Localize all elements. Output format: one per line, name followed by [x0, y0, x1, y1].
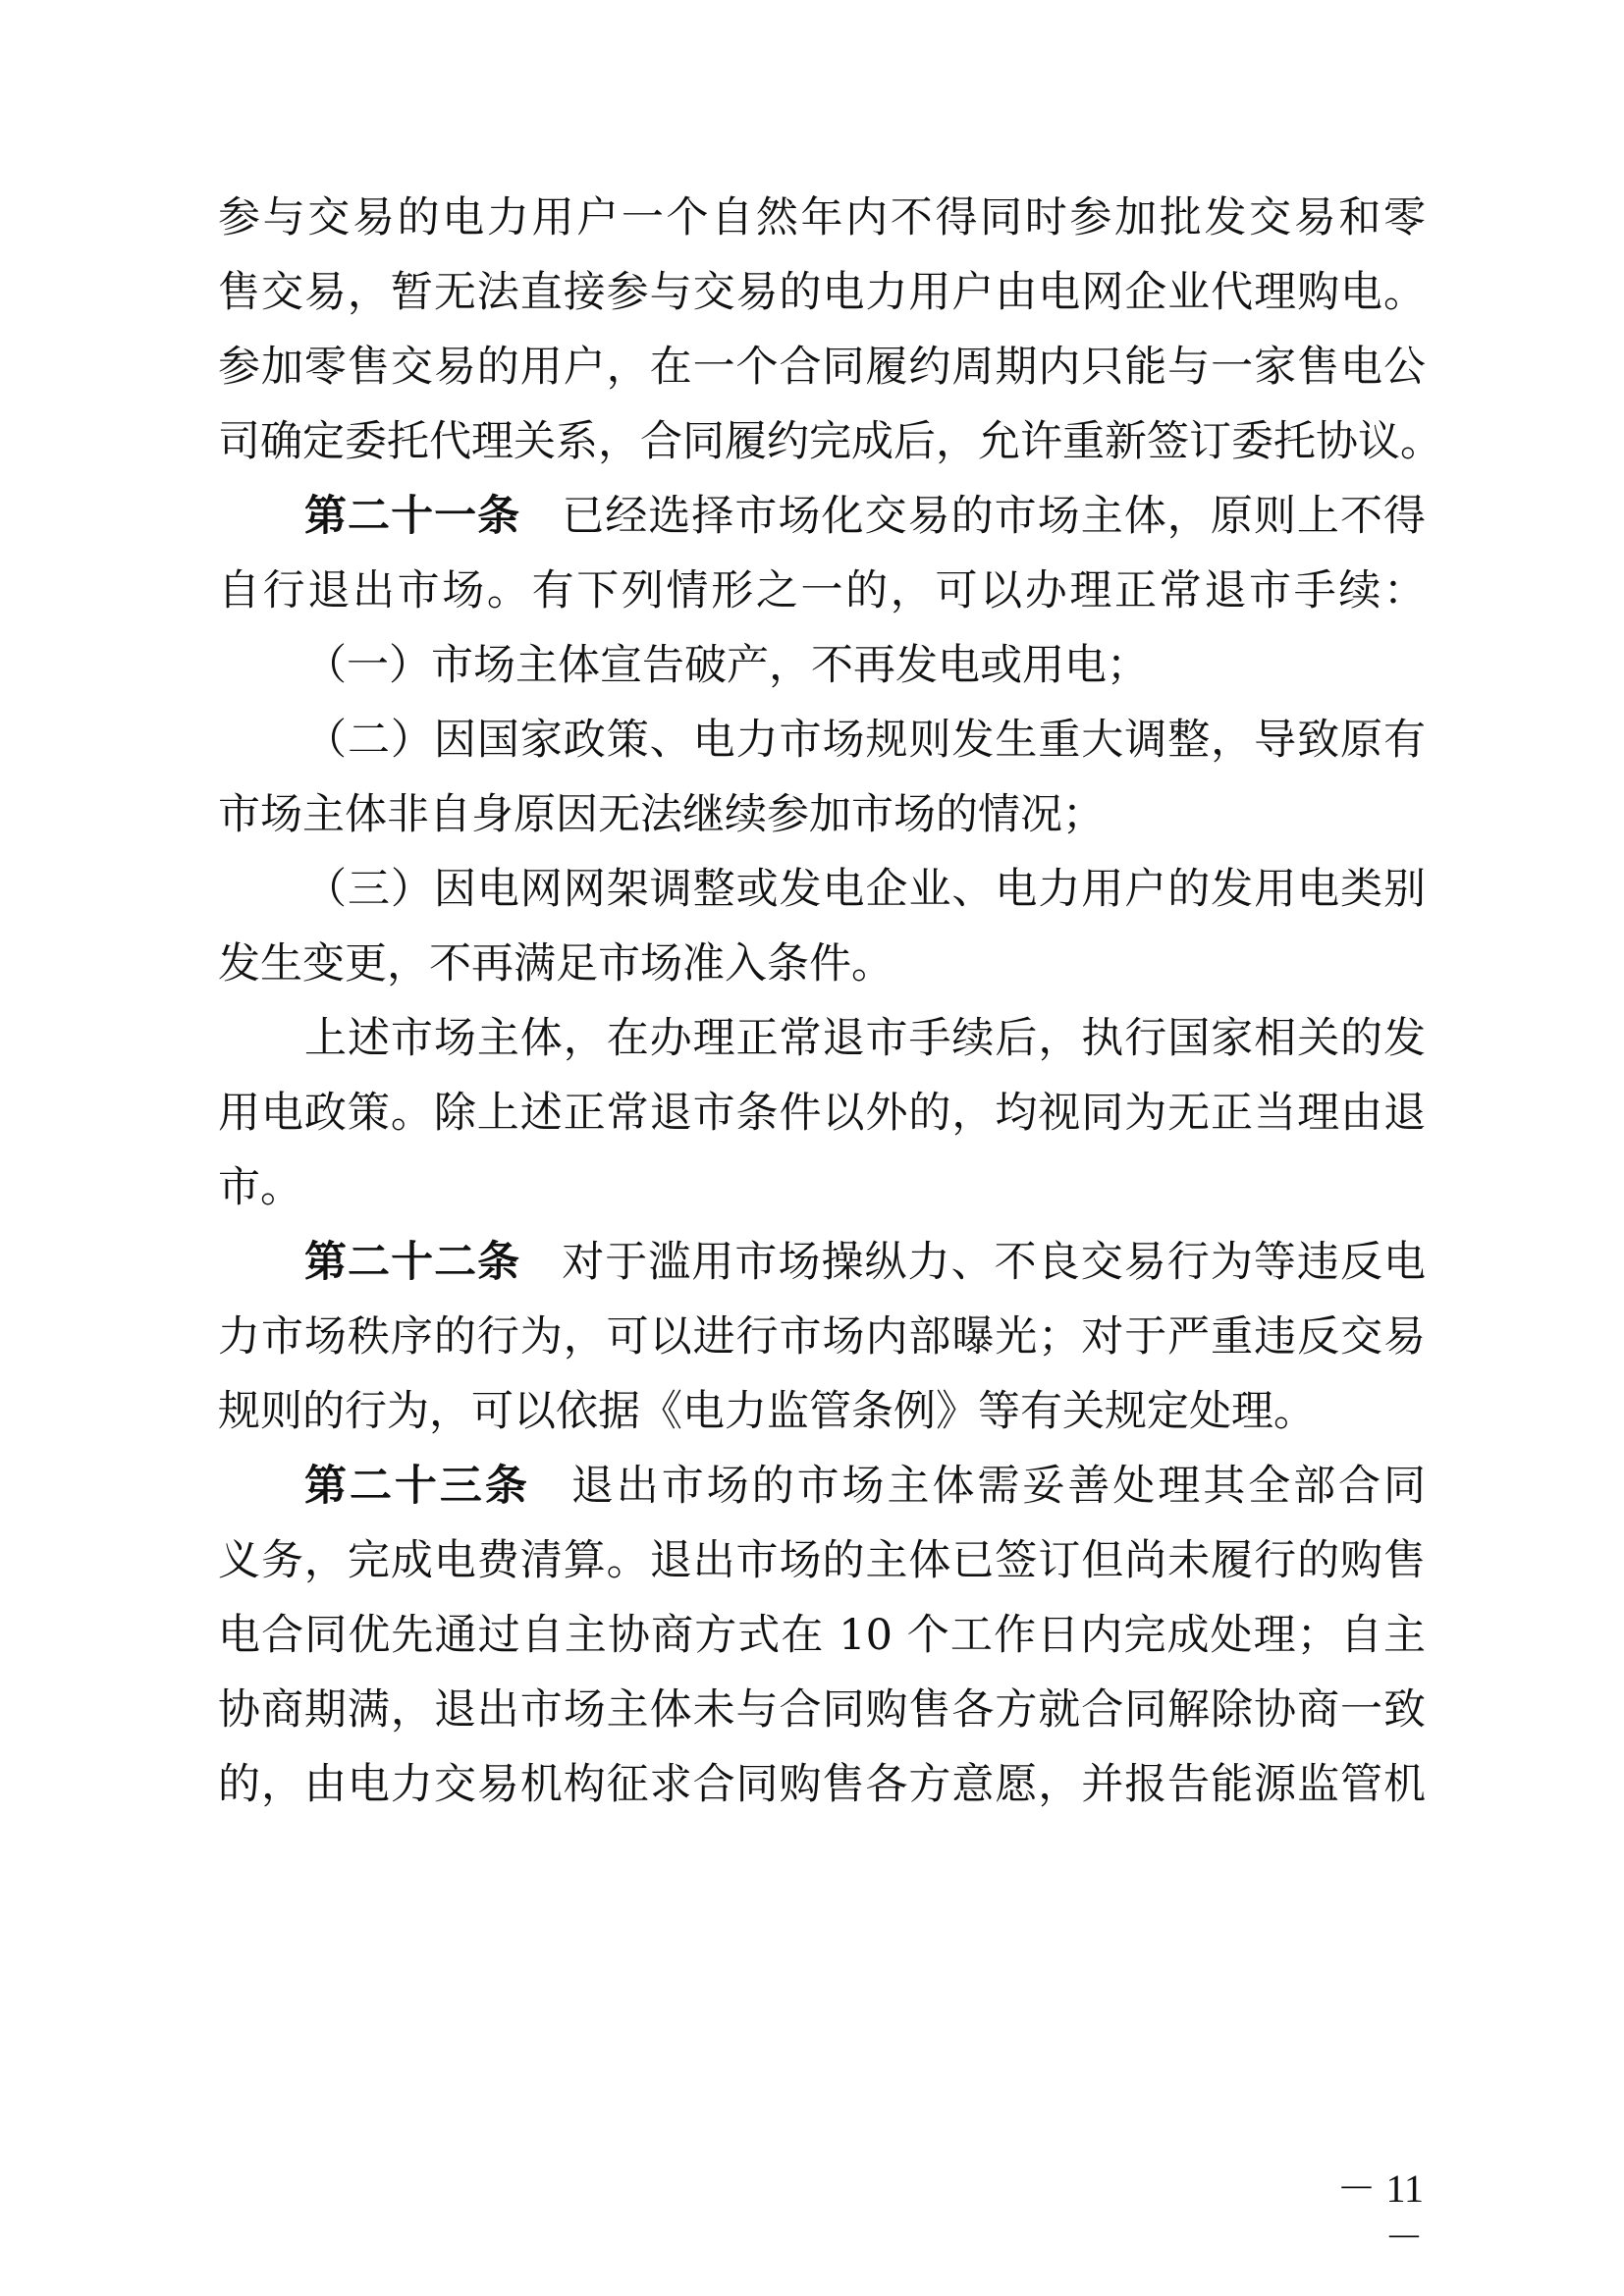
text-line: 义务，完成电费清算。退出市场的主体已签订但尚未履行的购售 — [218, 1536, 1426, 1585]
text-line: 的，由电力交易机构征求合同购售各方意愿，并报告能源监管机 — [218, 1760, 1426, 1809]
article-22-title: 第二十二条 — [304, 1238, 521, 1287]
list-item-2: （二）因国家政策、电力市场规则发生重大调整，导致原有 — [304, 716, 1426, 765]
text-line: 协商期满，退出市场主体未与合同购售各方就合同解除协商一致 — [218, 1685, 1426, 1735]
article-21-first-line — [304, 487, 1426, 546]
text-line: 发生变更，不再满足市场准入条件。 — [218, 939, 893, 988]
article-21-title: 第二十一条 — [304, 492, 521, 541]
article-23-title: 第二十三条 — [304, 1462, 530, 1511]
article-22-text: 对于滥用市场操纵力、不良交易行为等违反电 — [562, 1238, 1427, 1287]
text-line: 司确定委托代理关系，合同履约完成后，允许重新签订委托协议。 — [218, 417, 1442, 466]
text-line: 参加零售交易的用户，在一个合同履约周期内只能与一家售电公 — [218, 343, 1426, 392]
text-line: 电合同优先通过自主协商方式在 10 个工作日内完成处理；自主 — [218, 1611, 1426, 1660]
text-line: 市。 — [218, 1163, 302, 1212]
page-number: － 11 － — [1336, 2166, 1424, 2260]
list-item-1: （一）市场主体宣告破产，不再发电或用电； — [304, 641, 1149, 690]
article-23-first-line — [304, 1457, 1426, 1516]
article-22-first-line — [304, 1233, 1426, 1292]
list-item-3: （三）因电网网架调整或发电企业、电力用户的发用电类别 — [304, 865, 1426, 914]
paragraph-line: 上述市场主体，在办理正常退市手续后，执行国家相关的发 — [304, 1014, 1426, 1063]
article-23-text: 退出市场的市场主体需妥善处理其全部合同 — [570, 1462, 1427, 1511]
text-line: 规则的行为，可以依据《电力监管条例》等有关规定处理。 — [218, 1387, 1316, 1436]
text-line: 用电政策。除上述正常退市条件以外的，均视同为无正当理由退 — [218, 1089, 1426, 1138]
text-line: 参与交易的电力用户一个自然年内不得同时参加批发交易和零 — [218, 193, 1426, 242]
text-line: 自行退出市场。有下列情形之一的，可以办理正常退市手续： — [218, 566, 1426, 615]
article-21-text: 已经选择市场化交易的市场主体，原则上不得 — [562, 492, 1427, 541]
text-line: 市场主体非自身原因无法继续参加市场的情况； — [218, 790, 1105, 839]
text-line: 力市场秩序的行为，可以进行市场内部曝光；对于严重违反交易 — [218, 1312, 1426, 1362]
text-line: 售交易，暂无法直接参与交易的电力用户由电网企业代理购电。 — [218, 268, 1426, 317]
